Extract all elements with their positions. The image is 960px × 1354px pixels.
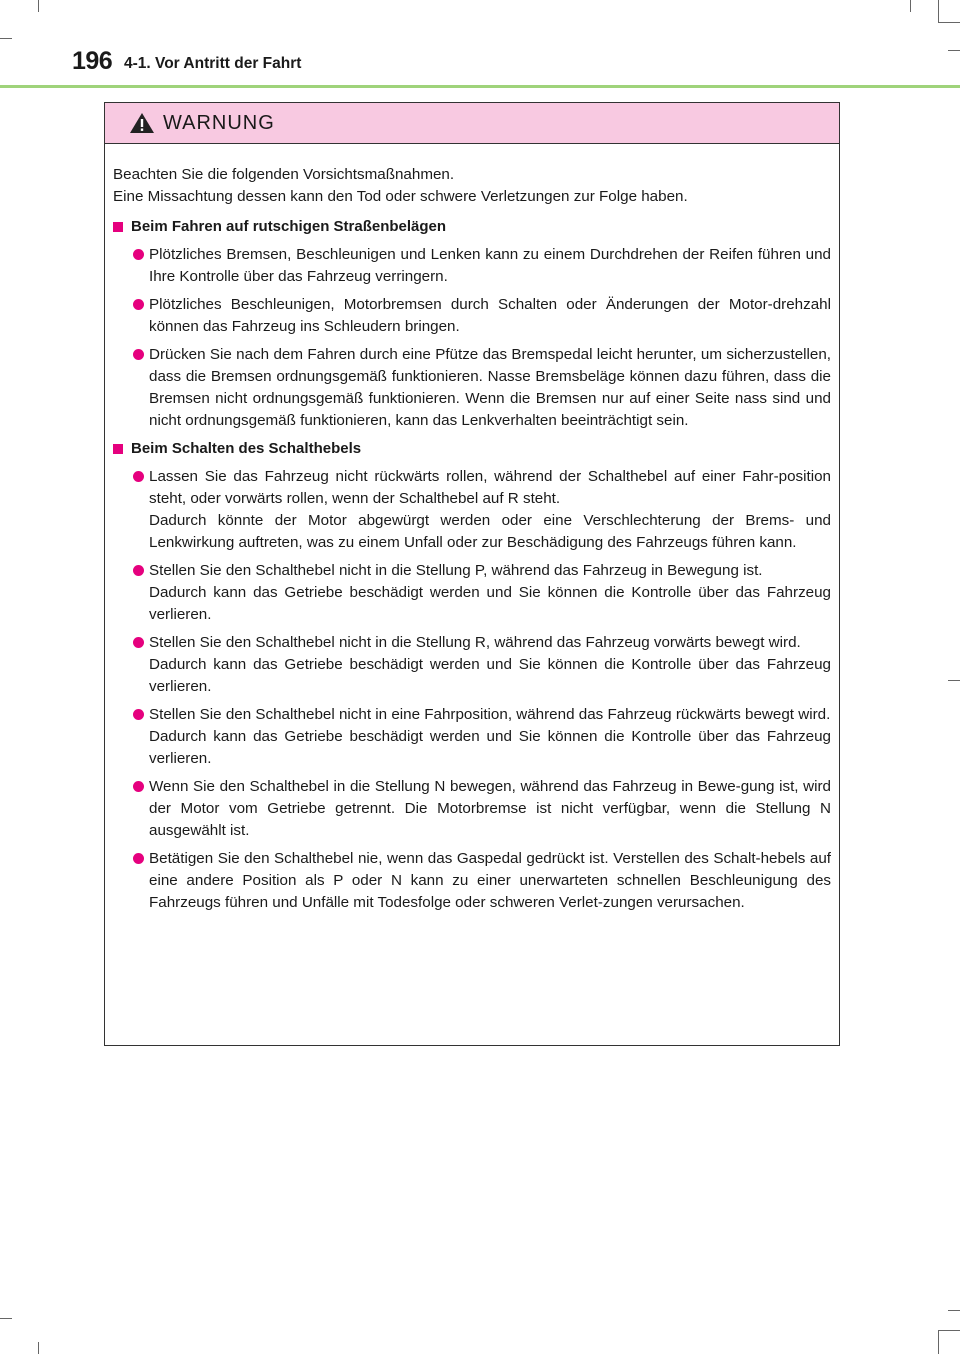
section-title: 4-1. Vor Antritt der Fahrt: [124, 55, 302, 72]
crop-mark: [938, 1330, 960, 1331]
round-bullet-icon: [133, 781, 144, 792]
intro-line: Eine Missachtung dessen kann den Tod oder schwere Verletzungen zur Folge haben.: [113, 188, 688, 205]
list-item: [113, 776, 831, 842]
warning-intro: [113, 164, 831, 208]
list-item-text: Stellen Sie den Schalthebel nicht in die Stellung R, während das Fahrzeug vorwärts bewegt wird.: [149, 634, 801, 651]
round-bullet-icon: [133, 637, 144, 648]
list-item-text: Plötzliches Bremsen, Beschleunigen und Lenken kann zu einem Durchdrehen der Reifen führen und Ihre Kontrolle über das Fahrzeug verringern.: [149, 246, 831, 285]
square-bullet-icon: [113, 222, 123, 232]
crop-mark: [0, 1318, 12, 1319]
list-item: [113, 704, 831, 770]
list-item-text: Stellen Sie den Schalthebel nicht in die Stellung P, während das Fahrzeug in Bewegung ist.: [149, 562, 763, 579]
list-item-text: Stellen Sie den Schalthebel nicht in eine Fahrposition, während das Fahrzeug rückwärts bewegt wird.: [149, 706, 831, 723]
round-bullet-icon: [133, 299, 144, 310]
page-number: 196: [72, 47, 113, 75]
section-heading: [113, 438, 831, 460]
section-heading: [113, 216, 831, 238]
round-bullet-icon: [133, 565, 144, 576]
list-item-text: Dadurch kann das Getriebe beschädigt werden und Sie können die Kontrolle über das Fahrzeug verlieren.: [149, 656, 831, 695]
list-item: [113, 848, 831, 914]
list-item-text: Lassen Sie das Fahrzeug nicht rückwärts rollen, während der Schalthebel auf einer Fahr-position steht, oder vorwärts rollen, wenn der Schalthebel auf R steht.: [149, 468, 831, 507]
list-item: [113, 294, 831, 338]
list-item: [113, 632, 831, 698]
section-heading-text: Beim Schalten des Schalthebels: [131, 440, 362, 457]
crop-mark: [938, 1330, 939, 1354]
round-bullet-icon: [133, 249, 144, 260]
list-item: [113, 344, 831, 432]
round-bullet-icon: [133, 709, 144, 720]
list-item-text: Drücken Sie nach dem Fahren durch eine Pfütze das Bremspedal leicht herunter, um sicherzustellen, dass die Bremsen ordnungsgemäß funktionieren. Nasse Bremsbeläge können dazu führen, dass die Bremsen nicht ordnungsgemäß funktionieren. Wenn die Bremsen nur auf einer Seite nass sind und nicht ordnungsgemäß funktionieren, kann das Lenkverhalten beeinträchtigt sein.: [149, 346, 831, 429]
warning-body: [105, 144, 839, 914]
list-item-text: Dadurch kann das Getriebe beschädigt werden und Sie können die Kontrolle über das Fahrzeug verlieren.: [149, 584, 831, 623]
list-item-text: Betätigen Sie den Schalthebel nie, wenn das Gaspedal gedrückt ist. Verstellen des Schalt-hebels auf eine andere Position als P oder N kann zu einer unerwarteten schnellen Beschleunigung des Fahrzeugs führen und Unfälle mit Todesfolge oder schweren Verlet-zungen verursachen.: [149, 850, 831, 911]
page-header: [0, 0, 960, 90]
list-item-text: Plötzliches Beschleunigen, Motorbremsen durch Schalten oder Änderungen der Motor-drehzahl können das Fahrzeug ins Schleudern bringen.: [149, 296, 831, 335]
list-item-text: Wenn Sie den Schalthebel in die Stellung N bewegen, während das Fahrzeug in Bewe-gung ist, wird der Motor vom Getriebe getrennt. Die Motorbremse ist nicht verfügbar, wenn die Stellung N ausgewählt ist.: [149, 778, 831, 839]
list-item-text: Dadurch könnte der Motor abgewürgt werden oder eine Verschlechterung der Brems- und Lenkwirkung auftreten, was zu einem Unfall oder zur Beschädigung des Fahrzeugs führen kann.: [149, 512, 831, 551]
list-item: [113, 244, 831, 288]
square-bullet-icon: [113, 444, 123, 454]
list-item-text: Dadurch kann das Getriebe beschädigt werden und Sie können die Kontrolle über das Fahrzeug verlieren.: [149, 728, 831, 767]
header-rule: [0, 85, 960, 88]
warning-header: [105, 103, 839, 144]
round-bullet-icon: [133, 471, 144, 482]
warning-title: WARNUNG: [163, 111, 275, 134]
round-bullet-icon: [133, 853, 144, 864]
crop-mark: [38, 1342, 39, 1354]
list-item: [113, 560, 831, 626]
crop-mark: [948, 680, 960, 681]
section-heading-text: Beim Fahren auf rutschigen Straßenbelägen: [131, 218, 447, 235]
crop-mark: [948, 1310, 960, 1311]
intro-line: Beachten Sie die folgenden Vorsichtsmaßnahmen.: [113, 166, 455, 183]
warning-box: [104, 102, 840, 1046]
round-bullet-icon: [133, 349, 144, 360]
warning-triangle-icon: [129, 112, 155, 134]
list-item: [113, 466, 831, 554]
